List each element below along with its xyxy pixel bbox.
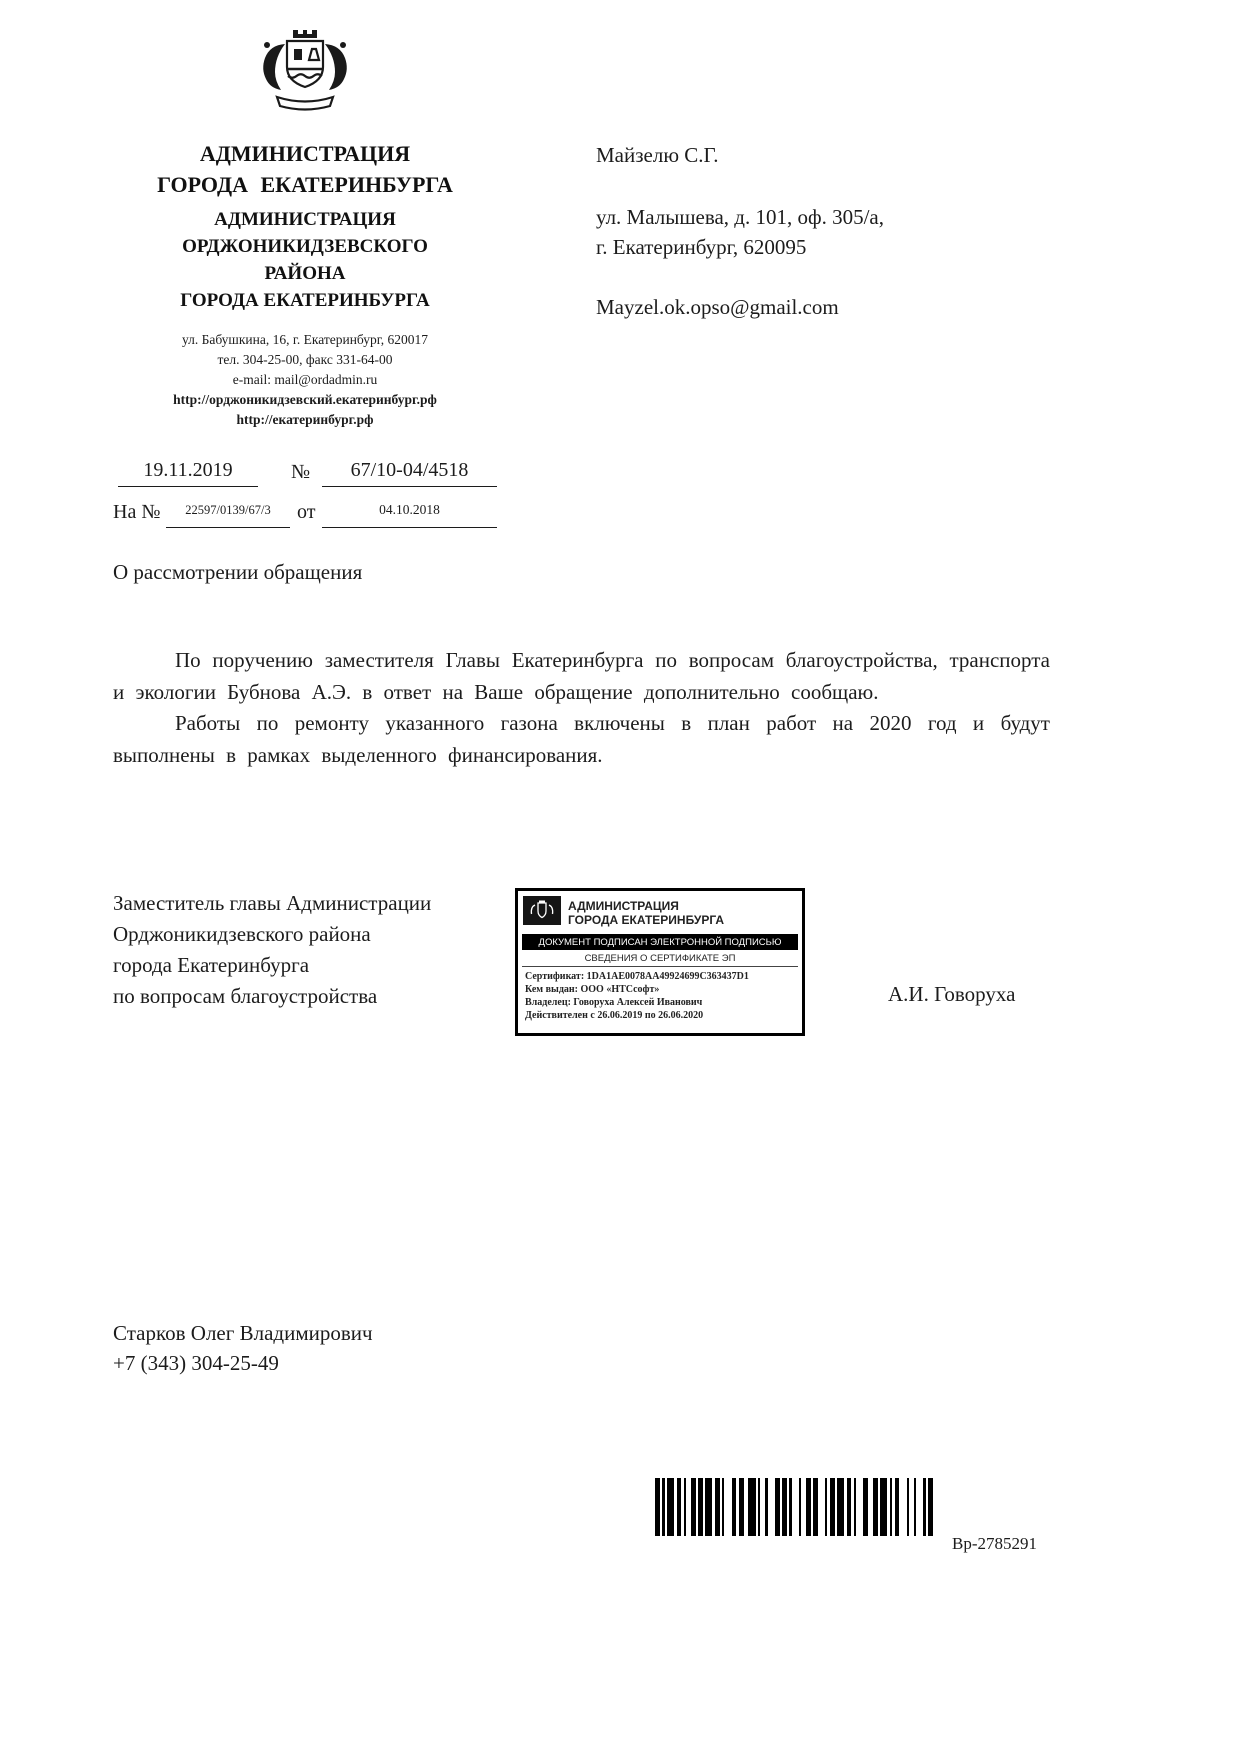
- outgoing-number-field: 67/10-04/4518: [322, 459, 497, 487]
- org-name-line1: АДМИНИСТРАЦИЯ: [199, 141, 411, 166]
- from-label: от: [297, 501, 316, 523]
- barcode-number: Вр-2785291: [952, 1534, 1037, 1553]
- coat-of-arms-emblem: [100, 24, 510, 123]
- incoming-number-label: На №: [113, 501, 161, 523]
- stamp-org-line1: АДМИНИСТРАЦИЯ: [568, 898, 679, 913]
- signatory-position-line1: Заместитель главы Администрации: [113, 891, 432, 915]
- stamp-cert-details: [522, 966, 798, 1022]
- district-name-line1: АДМИНИСТРАЦИЯ: [214, 209, 396, 230]
- incoming-number-field: 22597/0139/67/3: [166, 499, 290, 528]
- recipient-email: Mayzel.ok.opso@gmail.com: [596, 295, 839, 319]
- stamp-cert-title: СВЕДЕНИЯ О СЕРТИФИКАТЕ ЭП: [584, 953, 736, 964]
- body-paragraph-1: По поручению заместителя Главы Екатеринбурга по вопросам благоустройства, транспорта и экологии Бубнова А.Э. в ответ на Ваше обращение дополнительно сообщаю.: [113, 648, 1050, 704]
- district-name-line3: РАЙОНА: [264, 263, 346, 284]
- stamp-certificate: Сертификат: 1DA1AE0078AA49924699C363437D1: [525, 971, 749, 982]
- stamp-validity: Действителен с 26.06.2019 по 26.06.2020: [525, 1010, 704, 1021]
- coat-of-arms-icon: [251, 105, 359, 122]
- stamp-org-name: [568, 899, 724, 928]
- signatory-position-line2: Орджоникидзевского района: [113, 922, 371, 946]
- letterhead-address: ул. Бабушкина, 16, г. Екатеринбург, 620017: [181, 332, 429, 347]
- executor-name: Старков Олег Владимирович: [113, 1321, 373, 1345]
- recipient-block: [596, 140, 1066, 322]
- stamp-signed-banner: ДОКУМЕНТ ПОДПИСАН ЭЛЕКТРОННОЙ ПОДПИСЬЮ: [522, 934, 798, 950]
- letterhead-email: e-mail: mail@ordadmin.ru: [232, 372, 378, 387]
- recipient-address-line2: г. Екатеринбург, 620095: [596, 235, 807, 259]
- stamp-coat-of-arms-icon: [523, 896, 561, 930]
- outgoing-date-field: 19.11.2019: [118, 459, 258, 487]
- stamp-org-line2: ГОРОДА ЕКАТЕРИНБУРГА: [568, 913, 725, 927]
- stamp-header: [522, 894, 798, 934]
- executor-block: [113, 1318, 373, 1378]
- body-paragraph-2: Работы по ремонту указанного газона включены в план работ на 2020 год и будут выполнены в рамках выделенного финансирования.: [113, 711, 1050, 767]
- incoming-date-field: 04.10.2018: [322, 499, 497, 528]
- letter-body: [113, 645, 1050, 771]
- letterhead-contacts: [100, 330, 510, 430]
- signatory-position-line4: по вопросам благоустройства: [113, 984, 378, 1008]
- executor-phone: +7 (343) 304-25-49: [113, 1351, 279, 1375]
- stamp-owner: Владелец: Говоруха Алексей Иванович: [525, 997, 703, 1008]
- org-name-heading: [100, 138, 510, 200]
- signatory-name: А.И. Говоруха: [888, 982, 1016, 1006]
- signatory-position: [113, 888, 543, 1012]
- letter-subject: О рассмотрении обращения: [113, 560, 363, 584]
- document-barcode: [655, 1478, 938, 1536]
- stamp-issued-by: Кем выдан: ООО «НТСсофт»: [525, 984, 660, 995]
- letterhead-website-city: http://екатеринбург.рф: [236, 412, 374, 427]
- letterhead-phone-fax: тел. 304-25-00, факс 331-64-00: [217, 352, 393, 367]
- letterhead-website-district: http://орджоникидзевский.екатеринбург.рф: [173, 392, 437, 407]
- district-name-line2: ОРДЖОНИКИДЗЕВСКОГО: [182, 236, 428, 257]
- org-name-line2: ГОРОДА ЕКАТЕРИНБУРГА: [157, 172, 453, 197]
- recipient-address-line1: ул. Малышева, д. 101, оф. 305/а,: [596, 205, 884, 229]
- signatory-position-line3: города Екатеринбурга: [113, 953, 310, 977]
- number-sign-label: №: [291, 461, 311, 483]
- electronic-signature-stamp: [515, 888, 805, 1036]
- recipient-name: Майзелю С.Г.: [596, 143, 719, 167]
- district-name-line4: ГОРОДА ЕКАТЕРИНБУРГА: [180, 290, 430, 311]
- district-name-heading: [100, 206, 510, 314]
